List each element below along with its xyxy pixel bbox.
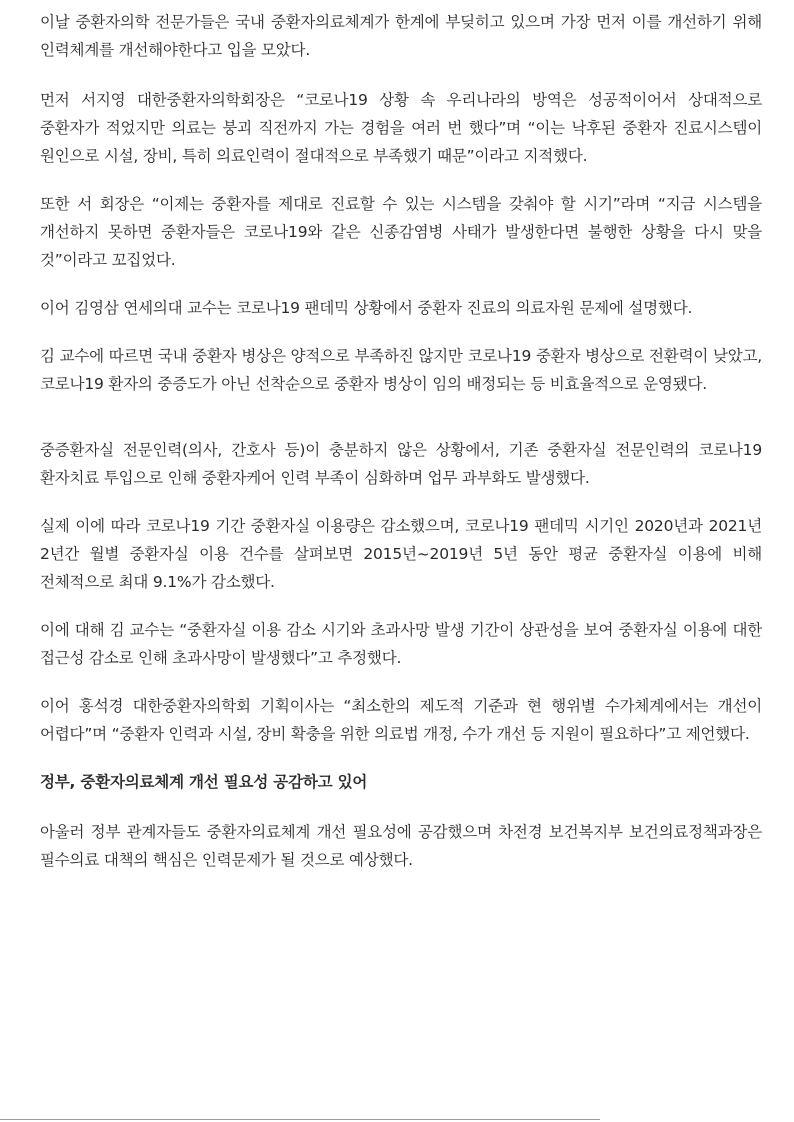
paragraph-1: 이날 중환자의학 전문가들은 국내 중환자의료체계가 한계에 부딪히고 있으며 가장 먼저 이를 개선하기 위해 인력체계를 개선해야한다고 입을 모았다. [40,13,762,59]
bottom-divider [0,1119,600,1120]
paragraph-8: 이에 대해 김 교수는 “중환자실 이용 감소 시기와 초과사망 발생 기간이 상관성을 보여 중환자실 이용에 대한 접근성 감소로 인해 초과사망이 발생했다”고 추정했다. [40,621,762,667]
article-body [40,8,762,874]
paragraph-7: 실제 이에 따라 코로나19 기간 중환자실 이용량은 감소했으며, 코로나19 팬데믹 시기인 2020년과 2021년 2년간 월별 중환자실 이용 건수를 살펴보면 2015년~2019년 5년 동안 평균 중환자실 이용에 비해 전체적으로 최대 9.1%가 감소했다. [40,517,762,591]
paragraph-6: 중증환자실 전문인력(의사, 간호사 등)이 충분하지 않은 상황에서, 기존 중환자실 전문인력의 코로나19 환자치료 투입으로 인해 중환자케어 인력 부족이 심화하며 업무 과부화도 발생했다. [40,441,762,487]
closing-paragraph: 아울러 정부 관계자들도 중환자의료체계 개선 필요성에 공감했으며 차전경 보건복지부 보건의료정책과장은 필수의료 대책의 핵심은 인력문제가 될 것으로 예상했다. [40,823,762,869]
paragraph-3: 또한 서 회장은 “이제는 중환자를 제대로 진료할 수 있는 시스템을 갖춰야 할 시기”라며 “지금 시스템을 개선하지 못하면 중환자들은 코로나19와 같은 신종감염병 사태가 발생한다면 불행한 상황을 다시 맞을 것”이라고 꼬집었다. [40,195,762,269]
paragraph-2: 먼저 서지영 대한중환자의학회장은 “코로나19 상황 속 우리나라의 방역은 성공적이어서 상대적으로 중환자가 적었지만 의료는 붕괴 직전까지 가는 경험을 여러 번 했다”며 “이는 낙후된 중환자 진료시스템이 원인으로 시설, 장비, 특히 의료인력이 절대적으로 부족했기 때문”이라고 지적했다. [40,91,762,165]
paragraph-5: 김 교수에 따르면 국내 중환자 병상은 양적으로 부족하진 않지만 코로나19 중환자 병상으로 전환력이 낮았고, 코로나19 환자의 중증도가 아닌 선착순으로 중환자 병상이 임의 배정되는 등 비효율적으로 운영됐다. [40,347,762,393]
paragraph-9: 이어 홍석경 대한중환자의학회 기획이사는 “최소한의 제도적 기준과 현 행위별 수가체계에서는 개선이 어렵다”며 “중환자 인력과 시설, 장비 확충을 위한 의료법 개정, 수가 개선 등 지원이 필요하다”고 제언했다. [40,697,762,743]
section-heading: 정부, 중환자의료체계 개선 필요성 공감하고 있어 [40,773,368,791]
paragraph-4: 이어 김영삼 연세의대 교수는 코로나19 팬데믹 상황에서 중환자 진료의 의료자원 문제에 설명했다. [40,299,693,317]
